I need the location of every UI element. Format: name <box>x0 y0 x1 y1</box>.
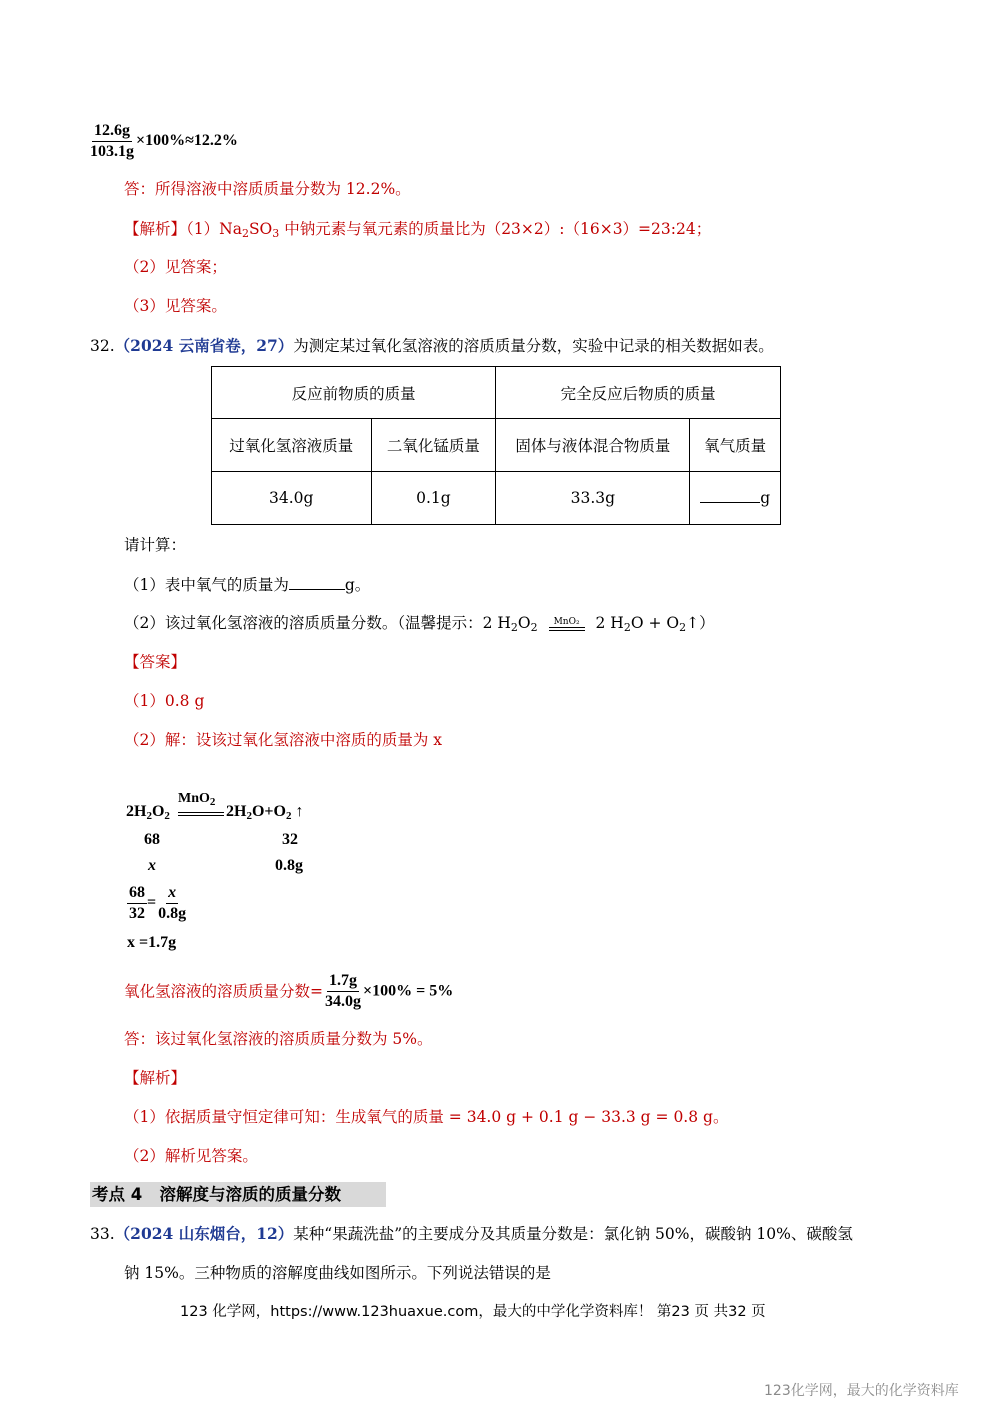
question-source: （2024 山东烟台，12） <box>114 1224 294 1243</box>
subscript: 2 <box>241 227 249 240</box>
sub-question-text: （1）表中氧气的质量为 <box>124 576 289 594</box>
prev-analysis-line3: （3）见答案。 <box>124 297 227 315</box>
table-header: 氧气质量 <box>690 419 781 472</box>
equals: = <box>147 894 157 912</box>
sub-question-text: 2 H <box>595 614 624 632</box>
eq-text: O <box>151 803 165 820</box>
analysis-1: （1）依据质量守恒定律可知：生成氧气的质量 = 34.0 g + 0.1 g − 33.3 g = 0.8 g。 <box>124 1108 729 1126</box>
prev-fraction <box>88 122 136 161</box>
eq-text: 2H <box>226 803 247 820</box>
prev-numerator: 12.6g <box>92 122 132 142</box>
denominator: 0.8g <box>158 905 187 922</box>
question-number: 33. <box>90 1225 115 1243</box>
answer-blank <box>289 589 345 590</box>
please-calc: 请计算： <box>124 536 187 554</box>
eq-catalyst-label: MnO <box>178 791 210 806</box>
table-group-before: 反应前物质的质量 <box>212 367 496 419</box>
table-header: 二氧化锰质量 <box>371 419 496 472</box>
table-cell: 0.1g <box>371 472 496 525</box>
subscript: 2 <box>285 810 292 822</box>
analysis-tag: 【解析】 <box>124 220 187 238</box>
sub-question-text: ↑） <box>686 614 715 632</box>
answer-tag: 【答案】 <box>124 653 187 671</box>
fraction-rest: ×100% = 5% <box>363 982 454 1000</box>
prev-analysis-line2: （2）见答案； <box>124 258 227 276</box>
eq-mass-32: 32 <box>282 831 298 848</box>
sub-question-1 <box>124 575 370 595</box>
unit: g <box>760 489 771 507</box>
question-number: 32. <box>90 337 115 355</box>
subscript: 2 <box>209 796 216 808</box>
table-cell: 33.3g <box>496 472 690 525</box>
analysis-2: （2）解析见答案。 <box>124 1147 258 1165</box>
table-header: 过氧化氢溶液质量 <box>212 419 372 472</box>
equals-sign <box>549 627 585 631</box>
fraction-line <box>124 972 453 1011</box>
sub-question-text: （2）该过氧化氢溶液的溶质质量分数。（温馨提示：2 H <box>124 614 511 632</box>
subscript: 3 <box>272 227 280 240</box>
catalyst-condition <box>549 617 585 631</box>
ratio-fraction-1 <box>127 884 147 923</box>
prev-denominator: 103.1g <box>90 143 134 160</box>
section-header <box>90 1182 386 1207</box>
analysis-text: 中钠元素与氧元素的质量比为（23×2）:（16×3）=23:24； <box>279 220 712 238</box>
sub-question-2 <box>124 613 715 633</box>
prev-calc <box>88 122 238 161</box>
subscript: 2 <box>164 810 170 822</box>
eq-unknown-x: x <box>148 857 156 874</box>
prev-answer: 答：所得溶液中溶质质量分数为 12.2%。 <box>124 180 411 198</box>
eq-double-line <box>178 812 224 816</box>
analysis-text: （1）Na <box>186 220 242 238</box>
question-source: （2024 云南省卷，27） <box>114 336 294 355</box>
section-label: 考点 4 <box>92 1185 143 1204</box>
sub-question-text: g。 <box>344 576 371 594</box>
answer-2: （2）解：设该过氧化氢溶液中溶质的质量为 x <box>124 731 443 749</box>
sub-question-text: O + O <box>630 614 680 632</box>
subscript: 2 <box>530 621 538 634</box>
data-table <box>211 366 781 525</box>
subscript: 2 <box>146 810 152 822</box>
eq-catalyst <box>178 791 215 807</box>
question-33-stem <box>90 1224 853 1244</box>
prev-analysis-line1 <box>124 219 711 239</box>
page-footer: 123 化学网，https://www.123huaxue.com，最大的中学化学资料库！ 第23 页 共32 页 <box>180 1304 766 1320</box>
eq-text: O+O <box>251 803 286 820</box>
final-answer: 答：该过氧化氢溶液的溶质质量分数为 5%。 <box>124 1030 433 1048</box>
question-33-stem-line2: 钠 15%。三种物质的溶解度曲线如图所示。下列说法错误的是 <box>124 1264 551 1282</box>
analysis-text: SO <box>248 220 273 238</box>
question-32-stem <box>90 336 774 356</box>
question-text: 为测定某过氧化氢溶液的溶质质量分数，实验中记录的相关数据如表。 <box>293 337 774 355</box>
numerator: 1.7g <box>327 972 359 992</box>
table-header: 固体与液体混合物质量 <box>496 419 690 472</box>
mass-fraction <box>323 972 363 1011</box>
ratio-fraction-2 <box>156 884 188 923</box>
ratio-equation <box>127 884 188 923</box>
eq-known-mass: 0.8g <box>275 857 303 874</box>
prev-calc-rest: ×100%≈12.2% <box>136 132 238 150</box>
denominator: 32 <box>129 905 145 922</box>
denominator: 34.0g <box>325 993 361 1010</box>
answer-1: （1）0.8 g <box>124 692 205 710</box>
watermark: 123化学网，最大的化学资料库 <box>764 1383 959 1399</box>
catalyst-label: MnO₂ <box>553 617 580 627</box>
section-title: 溶解度与溶质的质量分数 <box>159 1185 341 1204</box>
eq-result: x =1.7g <box>127 934 177 951</box>
subscript: 2 <box>246 810 252 822</box>
subscript: 2 <box>679 621 687 634</box>
sub-question-text: O <box>517 614 531 632</box>
analysis-tag: 【解析】 <box>124 1069 187 1087</box>
eq-right-side <box>226 803 303 821</box>
question-text: 某种“果蔬洗盐”的主要成分及其质量分数是：氯化钠 50%，碳酸钠 10%、碳酸氢 <box>293 1225 853 1243</box>
numerator: 68 <box>127 884 147 904</box>
numerator: x <box>166 884 178 904</box>
fraction-label: 氧化氢溶液的溶质质量分数= <box>124 982 323 1001</box>
eq-text: 2H <box>126 803 147 820</box>
table-cell: 34.0g <box>212 472 372 525</box>
table-group-after: 完全反应后物质的质量 <box>496 367 781 419</box>
subscript: 2 <box>623 621 631 634</box>
chemical-equation <box>126 803 170 821</box>
subscript: 2 <box>510 621 518 634</box>
up-arrow-icon: ↑ <box>295 803 304 820</box>
eq-mass-68: 68 <box>144 831 160 848</box>
table-cell-blank <box>690 472 781 525</box>
answer-blank <box>700 502 760 503</box>
